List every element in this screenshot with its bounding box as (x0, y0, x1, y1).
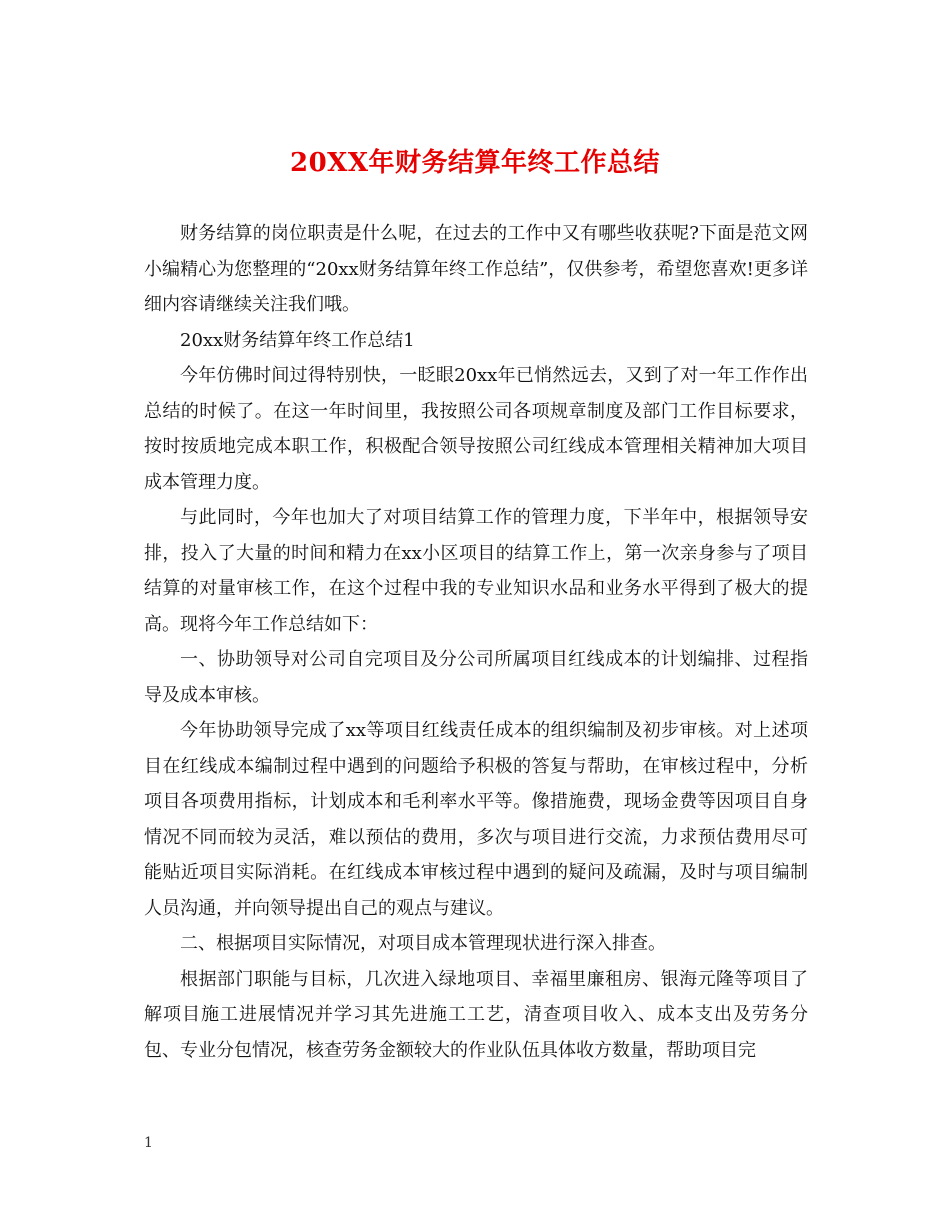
paragraph: 与此同时，今年也加大了对项目结算工作的管理力度，下半年中，根据领导安排，投入了大量的时间和精力在xx小区项目的结算工作上，第一次亲身参与了项目结算的对量审核工作，在这个过程中我的专业知识水品和业务水平得到了极大的提高。现将今年工作总结如下： (144, 507, 808, 635)
paragraph: 今年协助领导完成了xx等项目红线责任成本的组织编制及初步审核。对上述项目在红线成本编制过程中遇到的问题给予积极的答复与帮助，在审核过程中，分析项目各项费用指标，计划成本和毛利率水平等。像措施费，现场金费等因项目自身情况不同而较为灵活，难以预估的费用，多次与项目进行交流，力求预估费用尽可能贴近项目实际消耗。在红线成本审核过程中遇到的疑问及疏漏，及时与项目编制人员沟通，并向领导提出自己的观点与建议。 (144, 720, 808, 919)
paragraph: 根据部门职能与目标，几次进入绿地项目、幸福里廉租房、银海元隆等项目了解项目施工进展情况并学习其先进施工工艺，清查项目收入、成本支出及劳务分包、专业分包情况，核查劳务金额较大的作业队伍具体收方数量，帮助项目完 (144, 968, 808, 1061)
paragraph: 今年仿佛时间过得特别快，一眨眼20xx年已悄然远去，又到了对一年工作作出总结的时候了。在这一年时间里，我按照公司各项规章制度及部门工作目标要求，按时按质地完成本职工作，积极配合领导按照公司红线成本管理相关精神加大项目成本管理力度。 (144, 365, 808, 493)
section-heading: 20xx财务结算年终工作总结1 (180, 329, 415, 351)
document-title: 20XX年财务结算年终工作总结 (289, 148, 661, 178)
paragraph: 一、协助领导对公司自完项目及分公司所属项目红线成本的计划编排、过程指导及成本审核。 (144, 649, 808, 706)
document-body (144, 216, 808, 1068)
paragraph: 财务结算的岗位职责是什么呢，在过去的工作中又有哪些收获呢?下面是范文网小编精心为您整理的“20xx财务结算年终工作总结”，仅供参考，希望您喜欢!更多详细内容请继续关注我们哦。 (144, 223, 808, 315)
page-number: 1 (144, 1135, 153, 1151)
paragraph: 二、根据项目实际情况，对项目成本管理现状进行深入排查。 (180, 933, 666, 954)
